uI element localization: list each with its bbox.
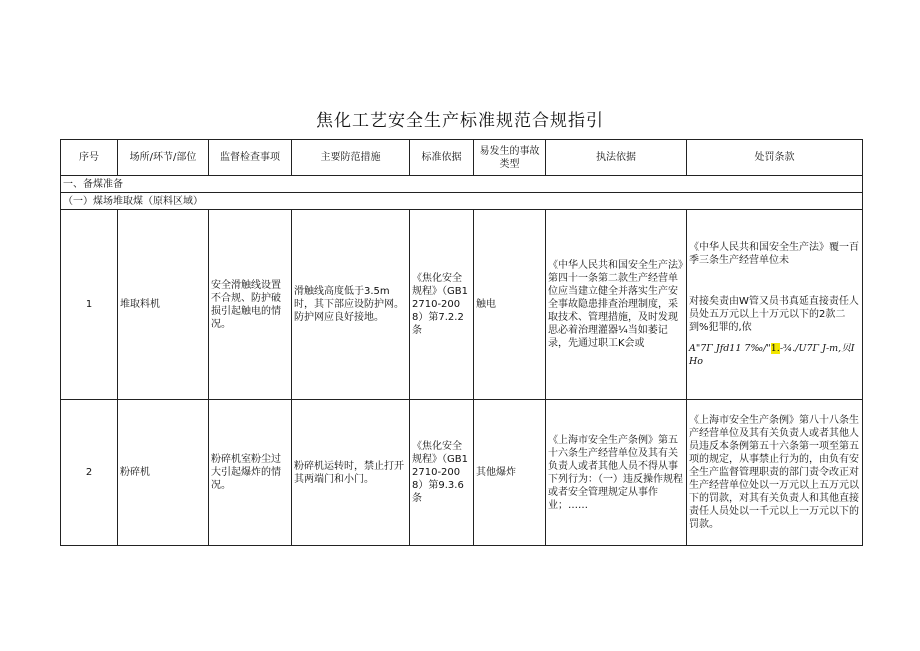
penalty-garbled-line: [689, 342, 860, 368]
row-no: 1: [61, 210, 118, 400]
row-measure: 粉碎机运转时，禁止打开其两端门和小门。: [292, 400, 410, 546]
row-item: 粉碎机室粉尘过大引起爆炸的情况。: [209, 400, 292, 546]
row-penalty: [687, 210, 863, 400]
document-title: 焦化工艺安全生产标准规范合规指引: [316, 111, 604, 131]
row-penalty: 《上海市安全生产条例》第八十八条生产经营单位及其有关负责人或者其他人员违反本条例第五十六条第一项至第五项的规定，从事禁止行为的，由负有安全生产监督管理职责的部门责令改正对生产经营单位处以一万元以上五万元以下的罚款，对其有关负责人和其他直接责任人员处以一千元以上一万元以下的罚款。: [687, 400, 863, 546]
row-no: 2: [61, 400, 118, 546]
section-label: 一、备煤准备: [61, 176, 863, 193]
section-row: [61, 176, 863, 193]
row-accident: 其他爆炸: [474, 400, 546, 546]
penalty-paragraph: 《中华人民共和国安全生产法》覆一百季三条生产经营单位未: [689, 242, 859, 266]
header-cell-place: 场所/环节/部位: [118, 140, 209, 176]
row-place: 堆取料机: [118, 210, 209, 400]
row-standard: 《焦化安全规程》（GB12710-2008）第7.2.2条: [410, 210, 474, 400]
header-cell-measure: 主要防范措施: [292, 140, 410, 176]
subsection-label: （一）煤场堆取煤（原料区域）: [61, 193, 863, 210]
row-law: 《中华人民共和国安全生产法》第四十一条第二款生产经营单位应当建立健全并落实生产安全事故隐患排查治理制度，采取技术、管理措施，及时发现思必着治理灌器¼当如萎记录，先通过职工K会或: [546, 210, 687, 400]
row-standard: 《焦化安全规程》（GB12710-2008）第9.3.6条: [410, 400, 474, 546]
garbled-text: -¾./U7Γ J-т,贝IHo: [689, 343, 855, 367]
highlighted-text: 1.: [770, 343, 780, 354]
row-measure: 滑触线高度低于3.5m时，其下部应设防护网。防护网应良好接地。: [292, 210, 410, 400]
row-item: 安全滑触线设置不合规、防护破损引起触电的情况。: [209, 210, 292, 400]
header-cell-item: 监督检查事项: [209, 140, 292, 176]
table-row: [61, 210, 863, 400]
header-row: [61, 140, 863, 176]
row-accident: 触电: [474, 210, 546, 400]
row-law: 《上海市安全生产条例》第五十六条生产经营单位及其有关负责人或者其他人员不得从事下列行为：（一）违反操作规程或者安全管理规定从事作业；……: [546, 400, 687, 546]
header-cell-no: 序号: [61, 140, 118, 176]
penalty-paragraph: 对接矣责由W管又员书真延直接责任人员处五万元以上十万元以下的2款二到%犯罪的,依: [689, 296, 859, 333]
row-place: 粉碎机: [118, 400, 209, 546]
table-row: [61, 400, 863, 546]
compliance-table: [60, 139, 863, 546]
header-cell-accident: 易发生的事故类型: [474, 140, 546, 176]
header-cell-standard: 标准依据: [410, 140, 474, 176]
header-cell-penalty: 处罚条款: [687, 140, 863, 176]
garbled-text: A"7Γ Jfd11 7‰/": [689, 343, 771, 354]
header-cell-law: 执法依据: [546, 140, 687, 176]
subsection-row: [61, 193, 863, 210]
